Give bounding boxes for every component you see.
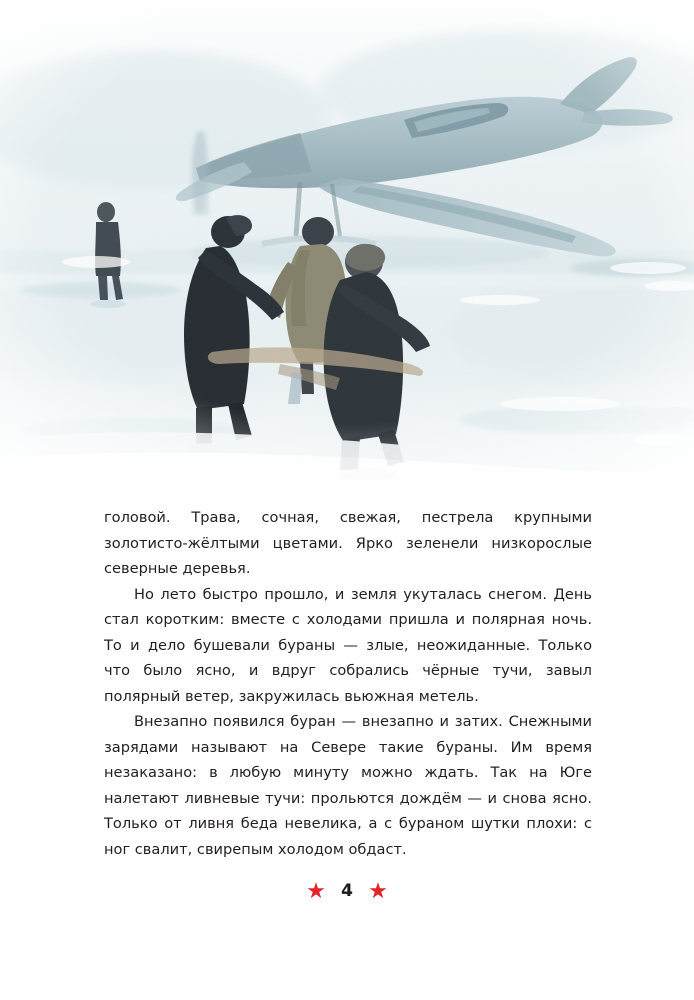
page-body-text xyxy=(104,505,592,862)
page-footer xyxy=(0,880,694,902)
page-number: 4 xyxy=(341,881,353,901)
illustration xyxy=(0,0,694,480)
star-icon-left: ★ xyxy=(306,878,326,903)
paragraph-3: Внезапно появился буран — внезапно и затих. Снежными зарядами называют на Севере такие бураны. Им время незаказано: в любую минуту можно ждать. Так на Юге налетают ливневые тучи: прольются дождём — и снова ясно. Только от ливня беда невелика, а с бураном шутки плохи: с ног свалит, свирепым холодом обдаст. xyxy=(104,713,592,858)
illustration-artwork xyxy=(0,0,694,480)
paragraph-1: головой. Трава, сочная, свежая, пестрела крупными золотисто-жёлтыми цветами. Ярко зеленели низкорослые северные деревья. xyxy=(104,509,592,577)
paragraph-2: Но лето быстро прошло, и земля укуталась снегом. День стал коротким: вместе с холодами пришла и полярная ночь. То и дело бушевали бураны — злые, неожиданные. Только что было ясно, и вдруг собрались чёрные тучи, завыл полярный ветер, закружилась вьюжная метель. xyxy=(104,585,592,705)
star-icon-right: ★ xyxy=(368,878,388,903)
